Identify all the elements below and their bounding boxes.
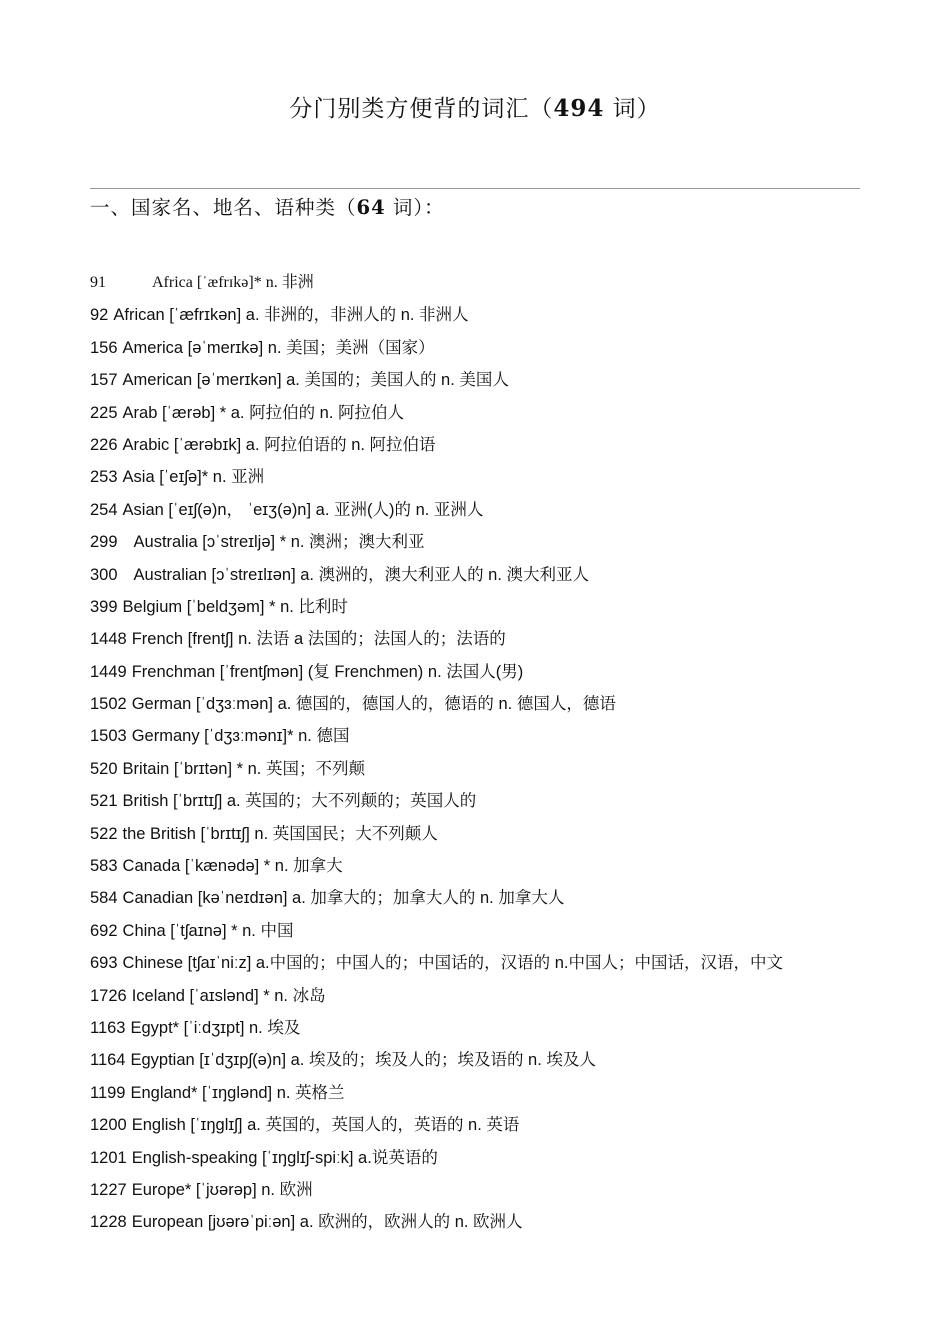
entry-text: French [frentʃ] n. 法语 a 法国的；法国人的；法语的 [131,630,506,649]
entry-number: 156 [90,338,118,357]
entry-text: English-speaking [ˈɪŋglɪʃ-spiːk] a.说英语的 [131,1148,438,1167]
vocab-entry [90,626,890,658]
vocabulary-list [90,270,890,1242]
entry-text: England* [ˈɪŋglənd] n. 英格兰 [130,1083,345,1102]
entry-text: Iceland [ˈaɪslənd] * n. 冰岛 [131,986,326,1005]
vocab-entry [90,367,890,399]
entry-text: Arabic [ˈærəbɪk] a. 阿拉伯语的 n. 阿拉伯语 [122,435,436,454]
entry-text: Australian [ɔˈstreɪlɪən] a. 澳洲的，澳大利亚人的 n. 澳大利亚人 [133,565,590,584]
entry-number: 299 [90,533,118,552]
vocab-entry [90,950,890,982]
entry-number: 253 [90,468,118,487]
page-title [0,90,950,123]
vocab-entry [90,1047,890,1079]
vocab-entry [90,659,890,691]
entry-text: British [ˈbrɪtɪʃ] a. 英国的；大不列颠的；英国人的 [122,792,477,811]
entry-number: 91 [90,274,106,291]
vocab-entry [90,1015,890,1047]
vocab-entry [90,562,890,594]
entry-text: Asian [ˈeɪʃ(ə)n， ˈeɪʒ(ə)n] a. 亚洲(人)的 n. 亚洲人 [122,500,484,519]
section-heading-suffix: 词）： [385,196,445,219]
entry-text: Canadian [kəˈneɪdɪən] a. 加拿大的；加拿大人的 n. 加拿大人 [122,889,565,908]
entry-text: European [jʊərəˈpiːən] a. 欧洲的，欧洲人的 n. 欧洲人 [131,1213,523,1232]
entry-text: Germany [ˈdʒɜːmənɪ]* n. 德国 [131,727,350,746]
vocab-entry [90,1080,890,1112]
entry-text: Egypt* [ˈiːdʒɪpt] n. 埃及 [130,1018,301,1037]
entry-text: English [ˈɪŋglɪʃ] a. 英国的，英国人的，英语的 n. 英语 [131,1116,520,1135]
vocab-entry [90,335,890,367]
entry-number: 1201 [90,1148,127,1167]
entry-number: 157 [90,371,118,390]
entry-number: 583 [90,857,118,876]
entry-text: Britain [ˈbrɪtən] * n. 英国；不列颠 [122,759,365,778]
entry-number: 1228 [90,1213,127,1232]
entry-number: 1227 [90,1180,127,1199]
entry-text: Africa [ˈæfrɪkə]* n. 非洲 [152,274,314,291]
vocab-entry [90,529,890,561]
entry-number: 522 [90,824,118,843]
entry-number: 520 [90,759,118,778]
entry-text: Australia [ɔˈstreɪljə] * n. 澳洲；澳大利亚 [133,533,425,552]
entry-number: 1503 [90,727,127,746]
entry-text: American [əˈmerɪkən] a. 美国的；美国人的 n. 美国人 [122,371,509,390]
entry-text: the British [ˈbrɪtɪʃ] n. 英国国民；大不列颠人 [122,824,438,843]
entry-number: 521 [90,792,118,811]
vocab-entry [90,432,890,464]
entry-number: 399 [90,597,118,616]
section-heading-count: 64 [356,196,386,219]
entry-text: Chinese [tʃaɪˈniːz] a.中国的；中国人的；中国话的，汉语的 n.中国人；中国话，汉语，中文 [122,954,783,973]
entry-number: 1199 [90,1083,126,1102]
entry-text: Frenchman [ˈfrentʃmən] (复 Frenchmen) n. 法国人(男) [131,662,524,681]
vocab-entry [90,691,890,723]
vocab-entry [90,885,890,917]
entry-text: German [ˈdʒɜːmən] a. 德国的，德国人的，德语的 n. 德国人，德语 [131,695,616,714]
entry-number: 254 [90,500,118,519]
entry-number: 300 [90,565,118,584]
entry-number: 226 [90,435,118,454]
section-heading [90,192,445,220]
entry-number: 1200 [90,1116,127,1135]
entry-number: 1448 [90,630,127,649]
entry-number: 1163 [90,1018,126,1037]
vocab-entry [90,1209,890,1241]
page-title-count: 494 [553,95,605,122]
vocab-entry [90,302,890,334]
vocab-entry [90,983,890,1015]
page-title-suffix: 词） [604,96,661,122]
entry-text: China [ˈtʃaɪnə] * n. 中国 [122,921,294,940]
entry-number: 584 [90,889,118,908]
entry-text: Belgium [ˈbeldʒəm] * n. 比利时 [122,597,348,616]
entry-text: Canada [ˈkænədə] * n. 加拿大 [122,857,343,876]
entry-number: 1726 [90,986,127,1005]
vocab-entry [90,756,890,788]
vocab-entry [90,853,890,885]
vocab-entry [90,1177,890,1209]
entry-text: Asia [ˈeɪʃə]* n. 亚洲 [122,468,265,487]
vocab-entry [90,821,890,853]
section-heading-text: 一、国家名、地名、语种类（ [90,196,357,219]
page-title-text: 分门别类方便背的词汇（ [289,96,554,122]
vocab-entry [90,497,890,529]
entry-number: 1164 [90,1051,126,1070]
vocab-entry [90,594,890,626]
entry-number: 1449 [90,662,127,681]
entry-text: America [əˈmerɪkə] n. 美国；美洲（国家） [122,338,435,357]
header-divider [90,188,860,189]
entry-number: 225 [90,403,118,422]
vocab-entry [90,400,890,432]
entry-text: Europe* [ˈjʊərəp] n. 欧洲 [131,1180,313,1199]
vocab-entry [90,464,890,496]
entry-text: Egyptian [ɪˈdʒɪpʃ(ə)n] a. 埃及的；埃及人的；埃及语的 n. 埃及人 [130,1051,596,1070]
vocab-entry [90,1145,890,1177]
vocab-entry [90,1112,890,1144]
entry-number: 1502 [90,695,127,714]
entry-number: 693 [90,954,118,973]
entry-number: 692 [90,921,118,940]
vocab-entry [90,723,890,755]
entry-number: 92 [90,306,109,325]
entry-text: African [ˈæfrɪkən] a. 非洲的，非洲人的 n. 非洲人 [113,306,469,325]
vocab-entry [90,270,890,302]
vocab-entry [90,788,890,820]
entry-text: Arab [ˈærəb] * a. 阿拉伯的 n. 阿拉伯人 [122,403,405,422]
vocab-entry [90,918,890,950]
